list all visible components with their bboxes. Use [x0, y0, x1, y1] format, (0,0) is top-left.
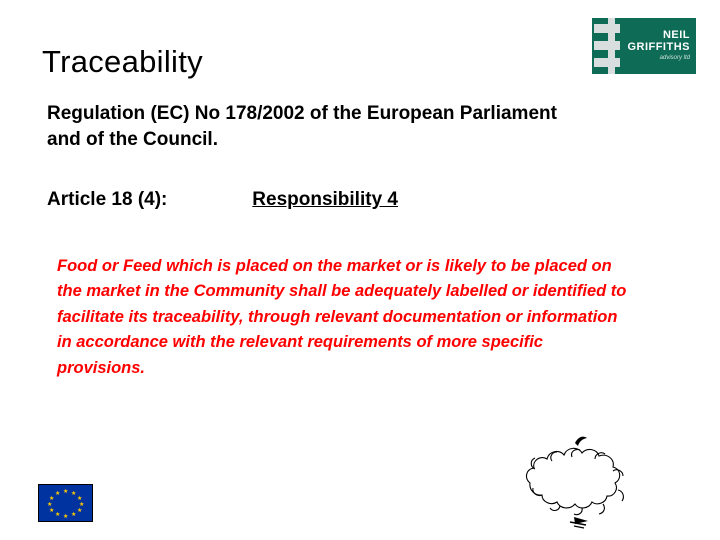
cloud-doodle-icon	[500, 425, 650, 535]
quote-text: Food or Feed which is placed on the market or is likely to be placed on the market in the Community shall be adequately labelled or identified to facilitate its traceability, through relevant documentation or information in accordance with the relevant requirements of more specific provisions.	[57, 257, 627, 377]
responsibility-heading: Responsibility 4	[252, 189, 398, 210]
page-title: Traceability	[42, 44, 203, 79]
article-label: Article 18 (4):	[47, 189, 168, 210]
logo-text	[627, 30, 690, 61]
logo-tagline: advisory ltd	[659, 55, 690, 62]
logo-bars-icon	[592, 18, 622, 74]
regulation-text: Regulation (EC) No 178/2002 of the European Parliament and of the Council.	[47, 103, 557, 151]
logo-name-line1: NEIL	[662, 29, 690, 41]
company-logo	[592, 18, 696, 74]
logo-name-line2: GRIFFITHS	[627, 40, 690, 53]
article-row	[47, 189, 647, 211]
eu-flag-icon: ★ ★ ★ ★ ★ ★ ★ ★ ★ ★ ★ ★	[38, 484, 93, 522]
